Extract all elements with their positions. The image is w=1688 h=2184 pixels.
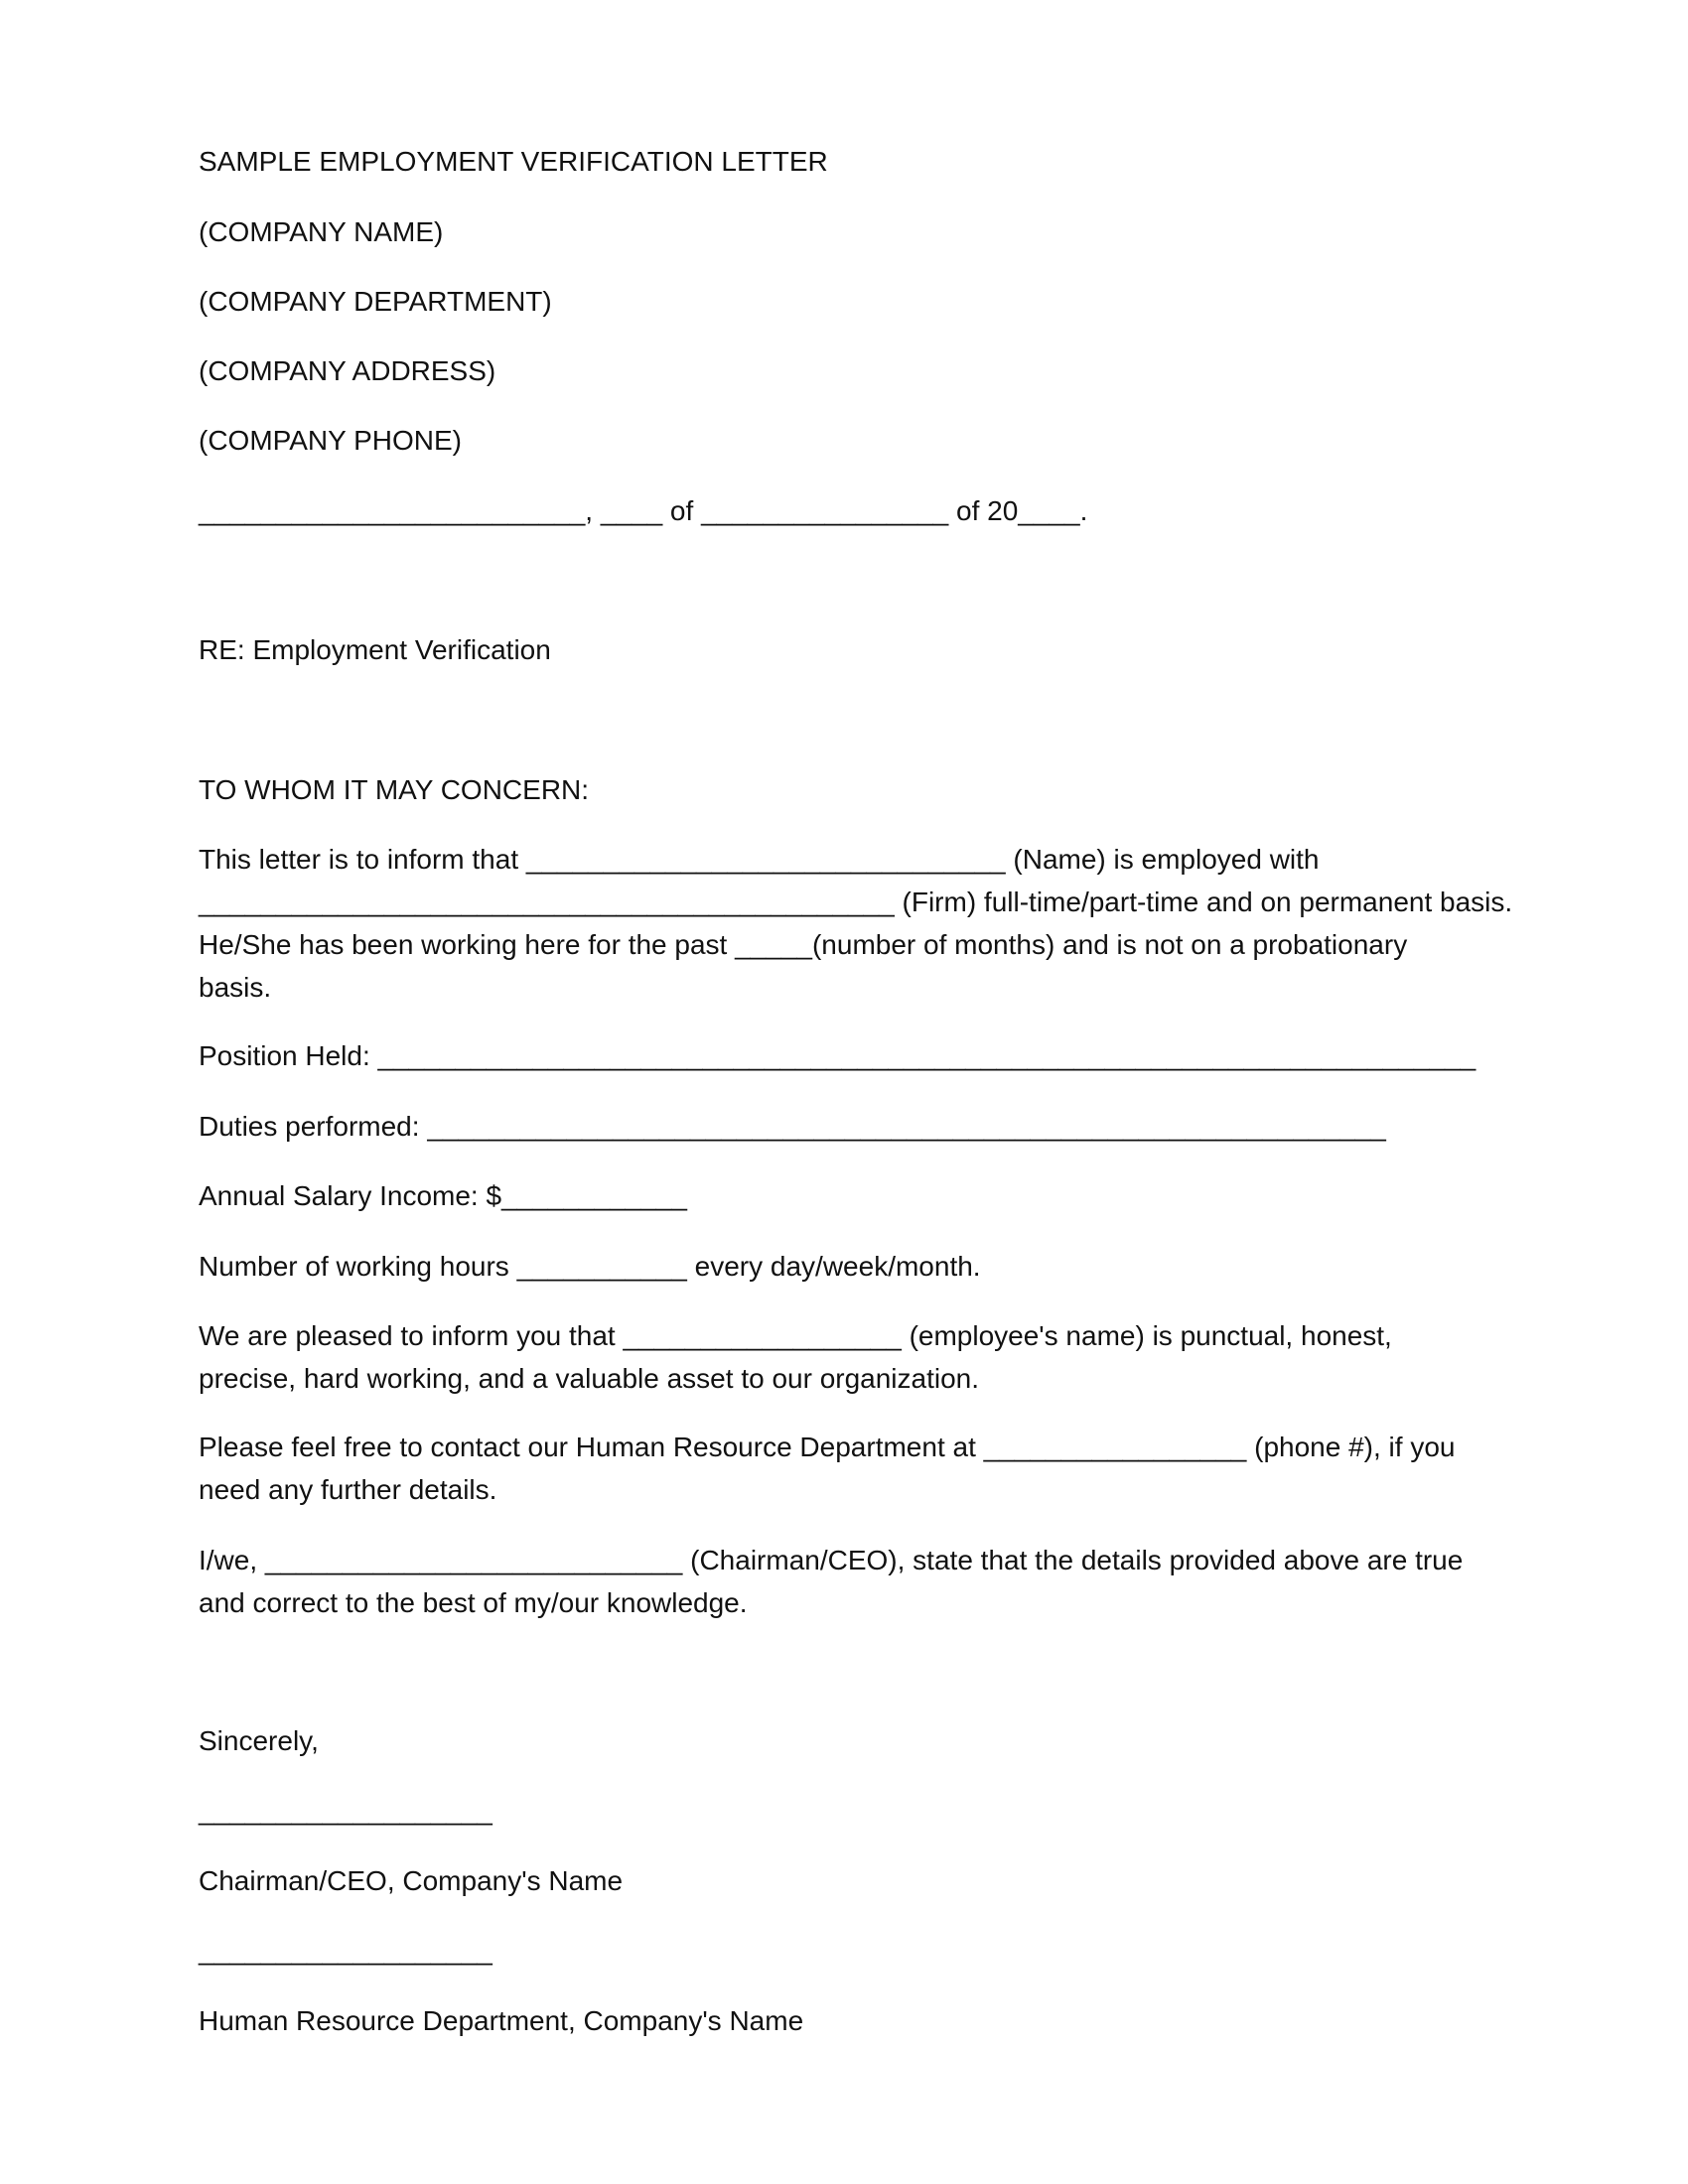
closing: Sincerely, <box>199 1725 319 1756</box>
contact-paragraph <box>199 1426 1509 1511</box>
company-name-placeholder: (COMPANY NAME) <box>199 216 444 247</box>
company-address-placeholder: (COMPANY ADDRESS) <box>199 355 496 386</box>
attestation-line: I/we, ___________________________ (Chairman/CEO), state that the details provided above are true <box>199 1545 1464 1575</box>
character-paragraph <box>199 1314 1509 1400</box>
company-phone-placeholder: (COMPANY PHONE) <box>199 425 462 456</box>
contact-line: Please feel free to contact our Human Resource Department at _________________ (phone #), if you <box>199 1432 1456 1462</box>
working-hours-line: Number of working hours ___________ every day/week/month. <box>199 1251 981 1282</box>
letter-title: SAMPLE EMPLOYMENT VERIFICATION LETTER <box>199 146 828 177</box>
subject-line: RE: Employment Verification <box>199 634 551 665</box>
salutation: TO WHOM IT MAY CONCERN: <box>199 774 590 805</box>
signer-hr: Human Resource Department, Company's Name <box>199 2005 804 2036</box>
company-department-placeholder: (COMPANY DEPARTMENT) <box>199 286 552 317</box>
character-line: precise, hard working, and a valuable asset to our organization. <box>199 1363 980 1394</box>
intro-line: basis. <box>199 972 272 1003</box>
annual-salary-line: Annual Salary Income: $____________ <box>199 1180 687 1211</box>
signature-line-ceo: ___________________ <box>199 1795 492 1826</box>
intro-paragraph <box>199 838 1513 1009</box>
date-line: _________________________, ____ of ________________ of 20____. <box>199 495 1088 526</box>
intro-line: This letter is to inform that _______________________________ (Name) is employed with <box>199 844 1320 875</box>
contact-line: need any further details. <box>199 1474 497 1505</box>
attestation-paragraph <box>199 1539 1509 1624</box>
signer-ceo: Chairman/CEO, Company's Name <box>199 1865 624 1896</box>
duties-performed-line: Duties performed: ______________________________________________________________ <box>199 1111 1386 1142</box>
intro-line: He/She has been working here for the past _____(number of months) and is not on a probationary <box>199 929 1408 960</box>
attestation-line: and correct to the best of my/our knowledge. <box>199 1587 748 1618</box>
signature-line-hr: ___________________ <box>199 1935 492 1966</box>
position-held-line: Position Held: _______________________________________________________________________ <box>199 1040 1477 1071</box>
character-line: We are pleased to inform you that __________________ (employee's name) is punctual, honest, <box>199 1320 1392 1351</box>
intro-line: _____________________________________________ (Firm) full-time/part-time and on permanent basis. <box>199 887 1513 917</box>
